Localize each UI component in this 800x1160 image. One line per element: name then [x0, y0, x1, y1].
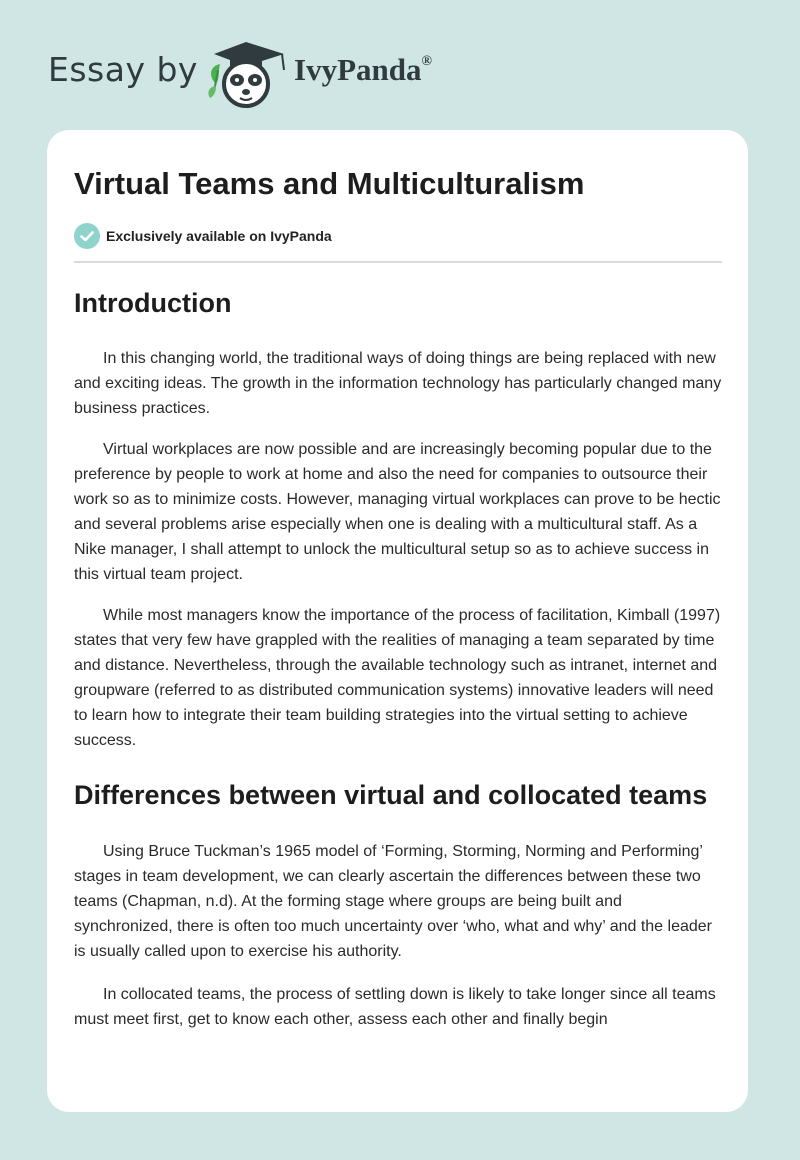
- section-heading-differences: Differences between virtual and collocated teams: [74, 780, 708, 810]
- panda-logo-icon[interactable]: [200, 36, 290, 108]
- paragraph: Virtual workplaces are now possible and are increasingly becoming popular due to the preference by people to work at home and also the need for companies to outsource their work so as to minimize costs. However, managing virtual workplaces can prove to be hectic and several problems arise especially when one is dealing with a multicultural staff. As a Nike manager, I shall attempt to unlock the multicultural setup so as to achieve success in this virtual team project.: [74, 441, 721, 583]
- essay-card: [47, 130, 748, 1112]
- site-header: [48, 36, 548, 116]
- section-heading-introduction: Introduction: [74, 288, 232, 318]
- brand-prefix: Essay by: [48, 50, 198, 89]
- divider: [74, 261, 722, 263]
- badge-text: Exclusively available on IvyPanda: [106, 228, 332, 244]
- brand-name[interactable]: IvyPanda®: [294, 52, 432, 87]
- exclusive-badge: [74, 223, 722, 249]
- registered-mark: ®: [421, 54, 432, 69]
- paragraph: While most managers know the importance of the process of facilitation, Kimball (1997) states that very few have grappled with the realities of managing a team separated by time and distance. Nevertheless, through the available technology such as intranet, internet and groupware (referred to as distributed communication systems) innovative leaders will need to learn how to integrate their team building strategies into the virtual setting to achieve success.: [74, 607, 721, 749]
- paragraph: In collocated teams, the process of settling down is likely to take longer since all teams must meet first, get to know each other, assess each other and finally begin: [74, 986, 716, 1028]
- paragraph: Using Bruce Tuckman’s 1965 model of ‘Forming, Storming, Norming and Performing’ stages in team development, we can clearly ascertain the differences between these two teams (Chapman, n.d). At the forming stage where groups are being built and synchronized, there is often too much uncertainty over ‘who, what and why’ and the leader is usually called upon to exercise his authority.: [74, 843, 712, 960]
- page-title: Virtual Teams and Multiculturalism: [74, 166, 585, 201]
- paragraph: In this changing world, the traditional ways of doing things are being replaced with new and exciting ideas. The growth in the information technology has particularly changed many business practices.: [74, 350, 722, 417]
- check-circle-icon: [74, 223, 100, 249]
